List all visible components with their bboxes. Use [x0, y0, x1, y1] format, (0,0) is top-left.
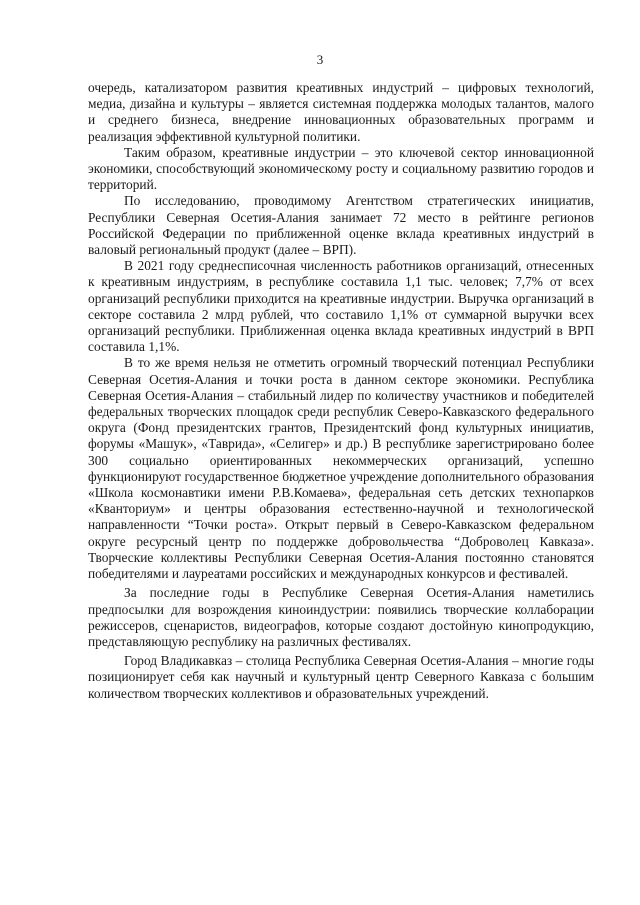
paragraph: По исследованию, проводимому Агентством стратегических инициатив, Республики Северная Осетия-Алания занимает 72 место в рейтинге регионов Российской Федерации по приближенной оценке вклада креативных индустрий в валовый региональный продукт (далее – ВРП). — [88, 193, 594, 258]
paragraph: За последние годы в Республике Северная Осетия-Алания наметились предпосылки для возрождения киноиндустрии: появились творческие коллаборации режиссеров, сценаристов, видеографов, которые создают достойную кинопродукцию, представляющую республику на различных фестивалях. — [88, 585, 594, 649]
paragraph: Город Владикавказ – столица Республика Северная Осетия-Алания – многие годы позиционирует себя как научный и культурный центр Северного Кавказа с большим количеством творческих коллективов и образовательных учреждений. — [88, 653, 594, 701]
page-number: 3 — [316, 52, 324, 67]
document-body — [88, 80, 594, 702]
paragraph: Таким образом, креативные индустрии – это ключевой сектор инновационной экономики, способствующий экономическому росту и социальному развитию городов и территорий. — [88, 144, 594, 193]
paragraph: В то же время нельзя не отметить огромный творческий потенциал Республики Северная Осетия-Алания и точки роста в данном секторе экономики. Республика Северная Осетия-Алания – стабильный лидер по количеству участников и победителей федеральных творческих площадок среди республик Северо-Кавказского федерального округа (Фонд президентских грантов, Президентский фонд культурных инициатив, форумы «Машук», «Таврида», «Селигер» и др.) В республике зарегистрировано более 300 социально ориентированных некоммерческих организаций, успешно функционируют государственное бюджетное учреждение дополнительного образования «Школа космонавтики имени Р.В.Комаева», федеральная сеть детских технопарков «Кванториум» и центры образования естественно-научной и технологической направленности “Точки роста». Открыт первый в Северо-Кавказском федеральном округе ресурсный центр по поддержке добровольчества “Доброволец Кавказа». Творческие коллективы Республики Северная Осетия-Алания постоянно становятся победителями и лауреатами российских и международных конкурсов и фестивалей. — [88, 355, 594, 582]
paragraph: В 2021 году среднесписочная численность работников организаций, отнесенных к креативным индустриям, в республике составила 1,1 тыс. человек; 7,7% от всех организаций республики приходится на креативные индустрии. Выручка организаций в секторе составила 2 млрд рублей, что составило 1,1% от суммарной выручки всех организаций республики. Приближенная оценка вклада креативных индустрий в ВРП составила 1,1%. — [88, 258, 594, 355]
paragraph-continuation: очередь, катализатором развития креативных индустрий – цифровых технологий, медиа, дизайна и культуры – является системная поддержка молодых талантов, малого и среднего бизнеса, внедрение инновационных образовательных программ и реализация эффективной культурной политики. — [88, 80, 594, 144]
